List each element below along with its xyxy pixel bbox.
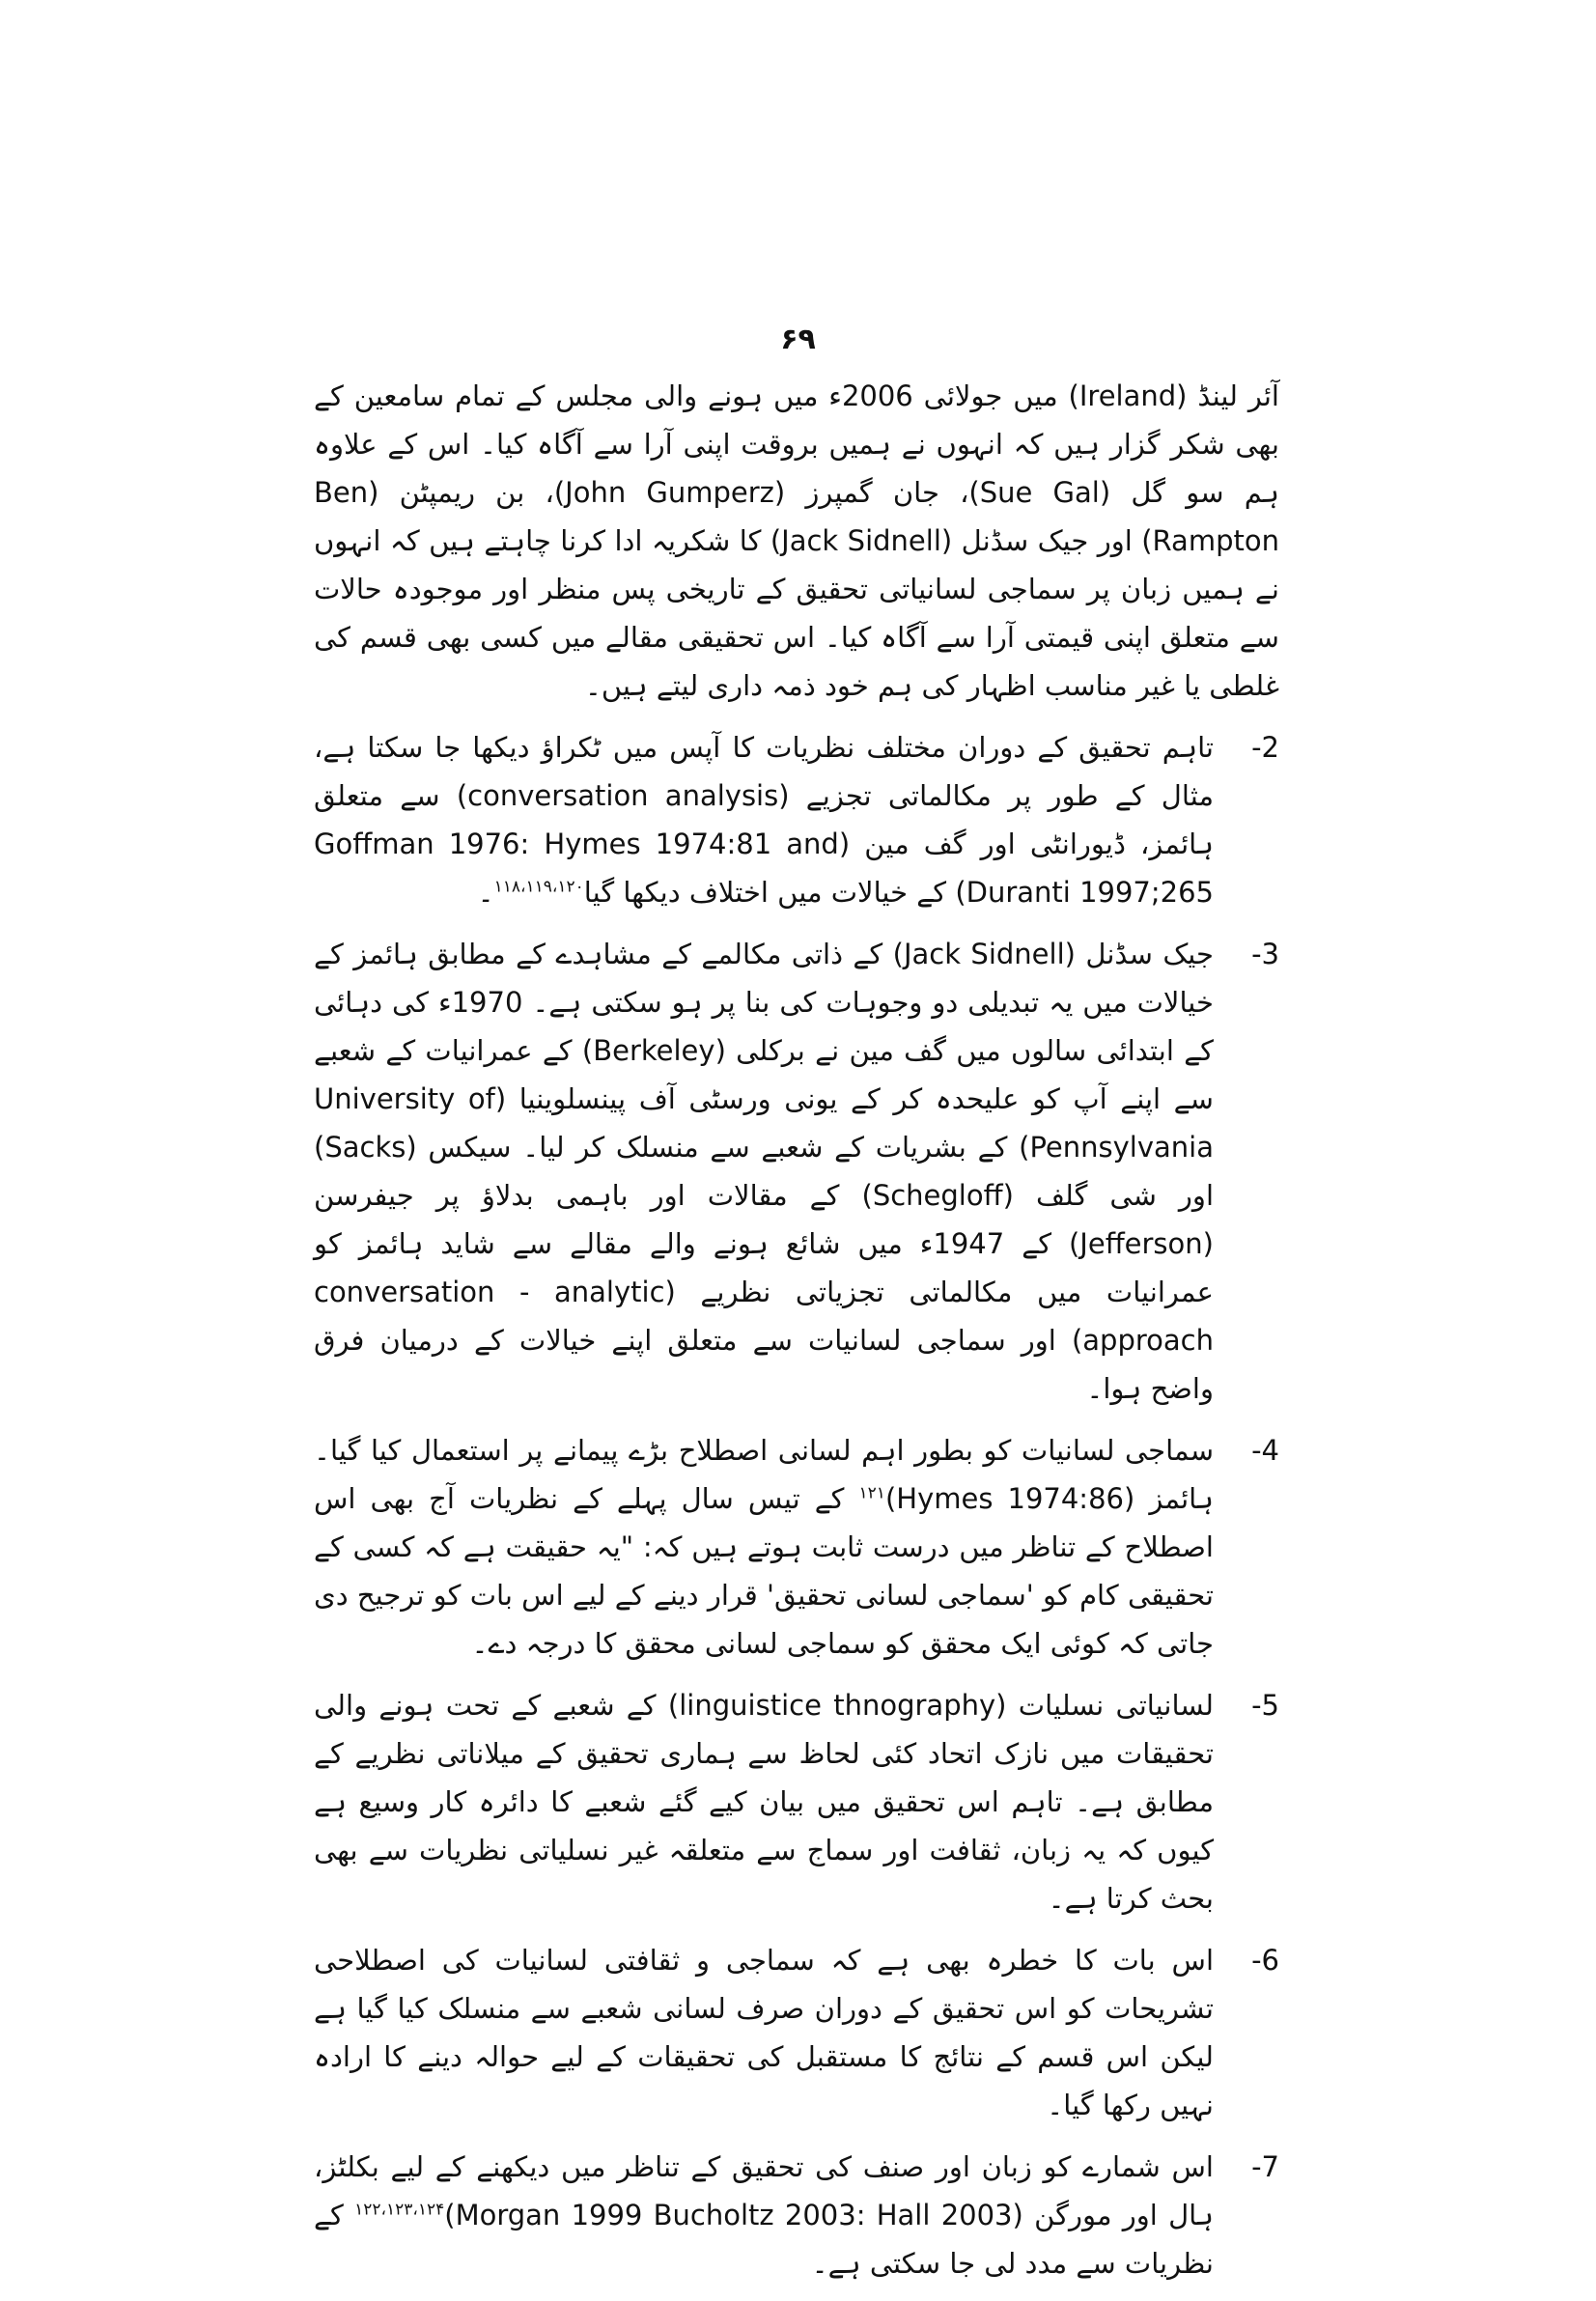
endnote-body: لسانیاتی نسلیات (linguistice thnography) کے شعبے کے تحت ہونے والی تحقیقات میں نازک اتحاد کئی لحاظ سے ہماری تحقیق کے میلاناتی نظریے کے مطابق ہے۔ تاہم اس تحقیق میں بیان کیے گئے شعبے کا دائرہ کار وسیع ہے کیوں کہ یہ زبان، ثقافت اور سماج سے متعلقہ غیر نسلیاتی نظریات سے بھی بحث کرتا ہے۔ — [314, 1689, 1215, 1915]
endnote-6 — [314, 1936, 1279, 2129]
endnote-number: -2 — [1251, 731, 1279, 764]
endnote-body: اس بات کا خطرہ بھی ہے کہ سماجی و ثقافتی لسانیات کی اصطلاحی تشریحات کو اس تحقیق کے دوران صرف لسانی شعبے سے منسلک کیا گیا ہے لیکن اس قسم کے نتائج کا مستقبل کی تحقیقات کے لیے حوالہ دینے کا ارادہ نہیں رکھا گیا۔ — [314, 1944, 1214, 2121]
endnote-number: -5 — [1251, 1689, 1279, 1722]
intro-paragraph: آئر لینڈ (Ireland) میں جولائی 2006ء میں ہونے والی مجلس کے تمام سامعین کے بھی شکر گزار ہیں کہ انہوں نے ہمیں بروقت اپنی آرا سے آگاہ کیا۔ اس کے علاوہ ہم سو گل (Sue Gal)، جان گمپرز (John Gumperz)، بن ریمپٹن (Ben Rampton) اور جیک سڈنل (Jack Sidnell) کا شکریہ ادا کرنا چاہتے ہیں کہ انہوں نے ہمیں زبان پر سماجی لسانیاتی تحقیق کے تاریخی پس منظر اور موجودہ حالات سے متعلق اپنی قیمتی آرا سے آگاہ کیا۔ اس تحقیقی مقالے میں کسی بھی قسم کی غلطی یا غیر مناسب اظہار کی ہم خود ذمہ داری لیتے ہیں۔ — [314, 379, 1279, 702]
endnote-text — [314, 1426, 1231, 1668]
endnote-number: -4 — [1251, 1434, 1279, 1467]
endnote-4 — [314, 1426, 1279, 1668]
endnote-number: -3 — [1251, 938, 1279, 970]
endnote-tail: ۔ — [477, 876, 494, 909]
page-number: ۶۹ — [780, 323, 816, 356]
reference-superscript: ۱۲۱ — [858, 1483, 885, 1503]
endnote-text — [314, 723, 1231, 916]
endnote-text — [314, 1936, 1231, 2129]
endnote-text — [314, 2143, 1231, 2287]
endnote-body: سماجی لسانیات کو بطور اہم لسانی اصطلاح بڑے پیمانے پر استعمال کیا گیا۔ ہائمز (Hymes 1974:86) — [314, 1434, 1214, 1515]
endnote-number: -6 — [1251, 1944, 1279, 1977]
endnote-2 — [314, 723, 1279, 916]
endnote-tail: کے نظریات سے مدد لی جا سکتی ہے۔ — [314, 2199, 1214, 2280]
endnote-tail: کے تیس سال پہلے کے نظریات آج بھی اس اصطلاح کے تناظر میں درست ثابت ہوتے ہیں کہ: "یہ حقیقت ہے کہ کسی کے تحقیقی کام کو 'سماجی لسانی تحقیق' قرار دینے کے لیے اس بات کو ترجیح دی جاتی کہ کوئی ایک محقق کو سماجی لسانی محقق کا درجہ دے۔ — [314, 1482, 1214, 1660]
page-content — [314, 372, 1279, 2301]
endnote-text — [314, 1681, 1231, 1922]
endnote-3 — [314, 930, 1279, 1413]
reference-superscript: ۱۲۲،۱۲۳،۱۲۴ — [354, 2200, 445, 2220]
endnote-body: اس شمارے کو زبان اور صنف کی تحقیق کے تناظر میں دیکھنے کے لیے بکلٹز، ہال اور مورگن (Morgan 1999 Bucholtz 2003: Hall 2003) — [314, 2150, 1214, 2231]
endnote-body: جیک سڈنل (Jack Sidnell) کے ذاتی مکالمے کے مشاہدے کے مطابق ہائمز کے خیالات میں یہ تبدیلی دو وجوہات کی بنا پر ہو سکتی ہے۔ 1970ء کی دہائی کے ابتدائی سالوں میں گف مین نے برکلی (Berkeley) کے عمرانیات کے شعبے سے اپنے آپ کو علیحدہ کر کے یونی ورسٹی آف پینسلوینیا (University of Pennsylvania) کے بشریات کے شعبے سے منسلک کر لیا۔ سیکس (Sacks) اور شی گلف (Schegloff) کے مقالات اور باہمی بدلاؤ پر جیفرسن (Jefferson) کے 1947ء میں شائع ہونے والے مقالے سے شاید ہائمز کو عمرانیات میں مکالماتی تجزیاتی نظریے (conversation - analytic approach) اور سماجی لسانیات سے متعلق اپنے خیالات کے درمیان فرق واضح ہوا۔ — [314, 938, 1214, 1405]
endnote-body: تاہم تحقیق کے دوران مختلف نظریات کا آپس میں ٹکراؤ دیکھا جا سکتا ہے، مثال کے طور پر مکالماتی تجزیے (conversation analysis) سے متعلق ہائمز، ڈیورانٹی اور گف مین (Goffman 1976: Hymes 1974:81 and Duranti 1997;265) کے خیالات میں اختلاف دیکھا گیا — [314, 731, 1214, 909]
endnote-number: -7 — [1251, 2150, 1279, 2183]
endnote-5 — [314, 1681, 1279, 1922]
reference-superscript: ۱۱۸،۱۱۹،۱۲۰ — [493, 877, 584, 897]
endnote-text — [314, 930, 1231, 1413]
endnote-7 — [314, 2143, 1279, 2287]
